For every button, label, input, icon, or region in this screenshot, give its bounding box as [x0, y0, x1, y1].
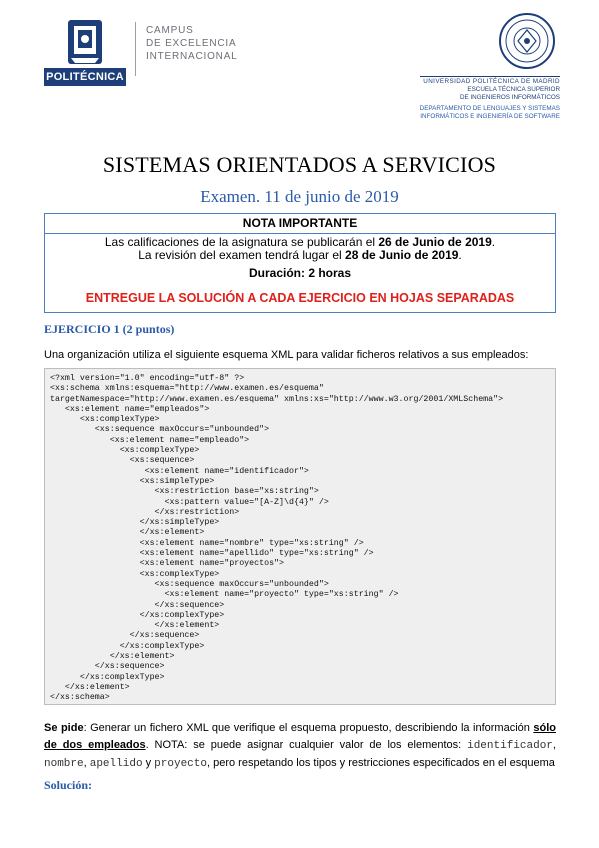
- task-emphasis: sólo de dos empleados: [44, 722, 556, 751]
- task-text: y: [142, 757, 155, 769]
- note-date: 26 de Junio de 2019: [378, 235, 492, 249]
- note-heading: NOTA IMPORTANTE: [45, 214, 555, 234]
- department-line: DEPARTAMENTO DE LENGUAJES Y SISTEMAS: [419, 105, 560, 112]
- exam-date: Examen. 11 de junio de 2019: [200, 187, 399, 206]
- note-body: [45, 236, 555, 262]
- campus-line: CAMPUS: [146, 25, 194, 36]
- task-text: . NOTA: se puede asignar cualquier valor de los elementos:: [145, 739, 468, 751]
- note-line-2: [45, 249, 555, 262]
- task-text: , pero respetando los tipos y restricciones especificados en el esquema: [206, 757, 555, 769]
- header-divider: [135, 22, 136, 76]
- page-title: SISTEMAS ORIENTADOS A SERVICIOS: [102, 152, 497, 177]
- task-text: ,: [552, 739, 556, 751]
- note-text: .: [491, 235, 496, 249]
- note-date: 28 de Junio de 2019: [345, 248, 459, 262]
- campus-excelencia-text: [146, 24, 238, 63]
- task-label: Se pide: [44, 722, 84, 734]
- separate-sheets-warning: ENTREGUE LA SOLUCIÓN A CADA EJERCICIO EN HOJAS SEPARADAS: [85, 291, 515, 305]
- element-name: apellido: [89, 758, 143, 770]
- note-text: .: [458, 248, 462, 262]
- campus-line: DE EXCELENCIA: [146, 38, 237, 49]
- school-name-line: ESCUELA TÉCNICA SUPERIOR: [467, 86, 560, 93]
- department-line: INFORMÁTICOS E INGENIERÍA DE SOFTWARE: [420, 113, 560, 120]
- school-info: [400, 78, 560, 121]
- task-text: : Generar un fichero XML que verifique el esquema propuesto, describiendo la información: [83, 722, 534, 734]
- university-name: UNIVERSIDAD POLITÉCNICA DE MADRID: [423, 78, 560, 85]
- solution-heading: Solución:: [44, 778, 93, 792]
- important-note-box: [44, 213, 556, 313]
- exam-duration: Duración: 2 horas: [248, 266, 352, 280]
- school-seal-icon: [498, 12, 556, 70]
- upm-logo: [44, 18, 126, 88]
- xml-schema-code-box: [44, 368, 556, 705]
- campus-line: INTERNACIONAL: [146, 51, 238, 62]
- school-rule: [420, 76, 560, 77]
- exercise-title: EJERCICIO 1 (2 puntos): [44, 322, 175, 336]
- element-name: proyecto: [154, 758, 207, 770]
- element-name: nombre: [44, 758, 84, 770]
- task-text: ,: [83, 757, 90, 769]
- upm-wordmark: POLITÉCNICA: [44, 68, 126, 86]
- exercise-intro: Una organización utiliza el siguiente esquema XML para validar ficheros relativos a sus empleados:: [44, 349, 529, 361]
- task-statement: [44, 720, 556, 773]
- xml-schema-code: <?xml version="1.0" encoding="utf-8" ?> <xs:schema xmlns:esquema="http://www.examen.es/esquema" targetNamespace="http://www.examen.es/esquema" xmlns:xs="http://www.w3.org/2001/XMLSchema"> <xs:element name="empleados"> <xs:complexType> <xs:sequence maxOccurs="unbounded"> <xs:element name="empleado"> <xs:complexType> <xs:sequence> <xs:element name="identificador"> <xs:simpleType> <xs:restriction base="xs:string"> <xs:pattern value="[A-Z]\d{4}" /> </xs:restriction> </xs:simpleType> </xs:element> <xs:element name="nombre" type="xs:string" /> <xs:element name="apellido" type="xs:string" /> <xs:element name="proyectos"> <xs:complexType> <xs:sequence maxOccurs="unbounded"> <xs:element name="proyecto" type="xs:string" /> </xs:sequence> </xs:complexType> </xs:element> </xs:sequence> </xs:complexType> </xs:element> </xs:sequence> </xs:complexType> </xs:element> </xs:schema>: [50, 374, 504, 703]
- school-name-line: DE INGENIEROS INFORMÁTICOS: [459, 94, 560, 101]
- note-text: Las calificaciones de la asignatura se publicarán el: [104, 235, 379, 249]
- element-name: identificador: [467, 740, 553, 752]
- upm-crest-icon: [66, 18, 104, 66]
- note-text: La revisión del examen tendrá lugar el: [138, 248, 346, 262]
